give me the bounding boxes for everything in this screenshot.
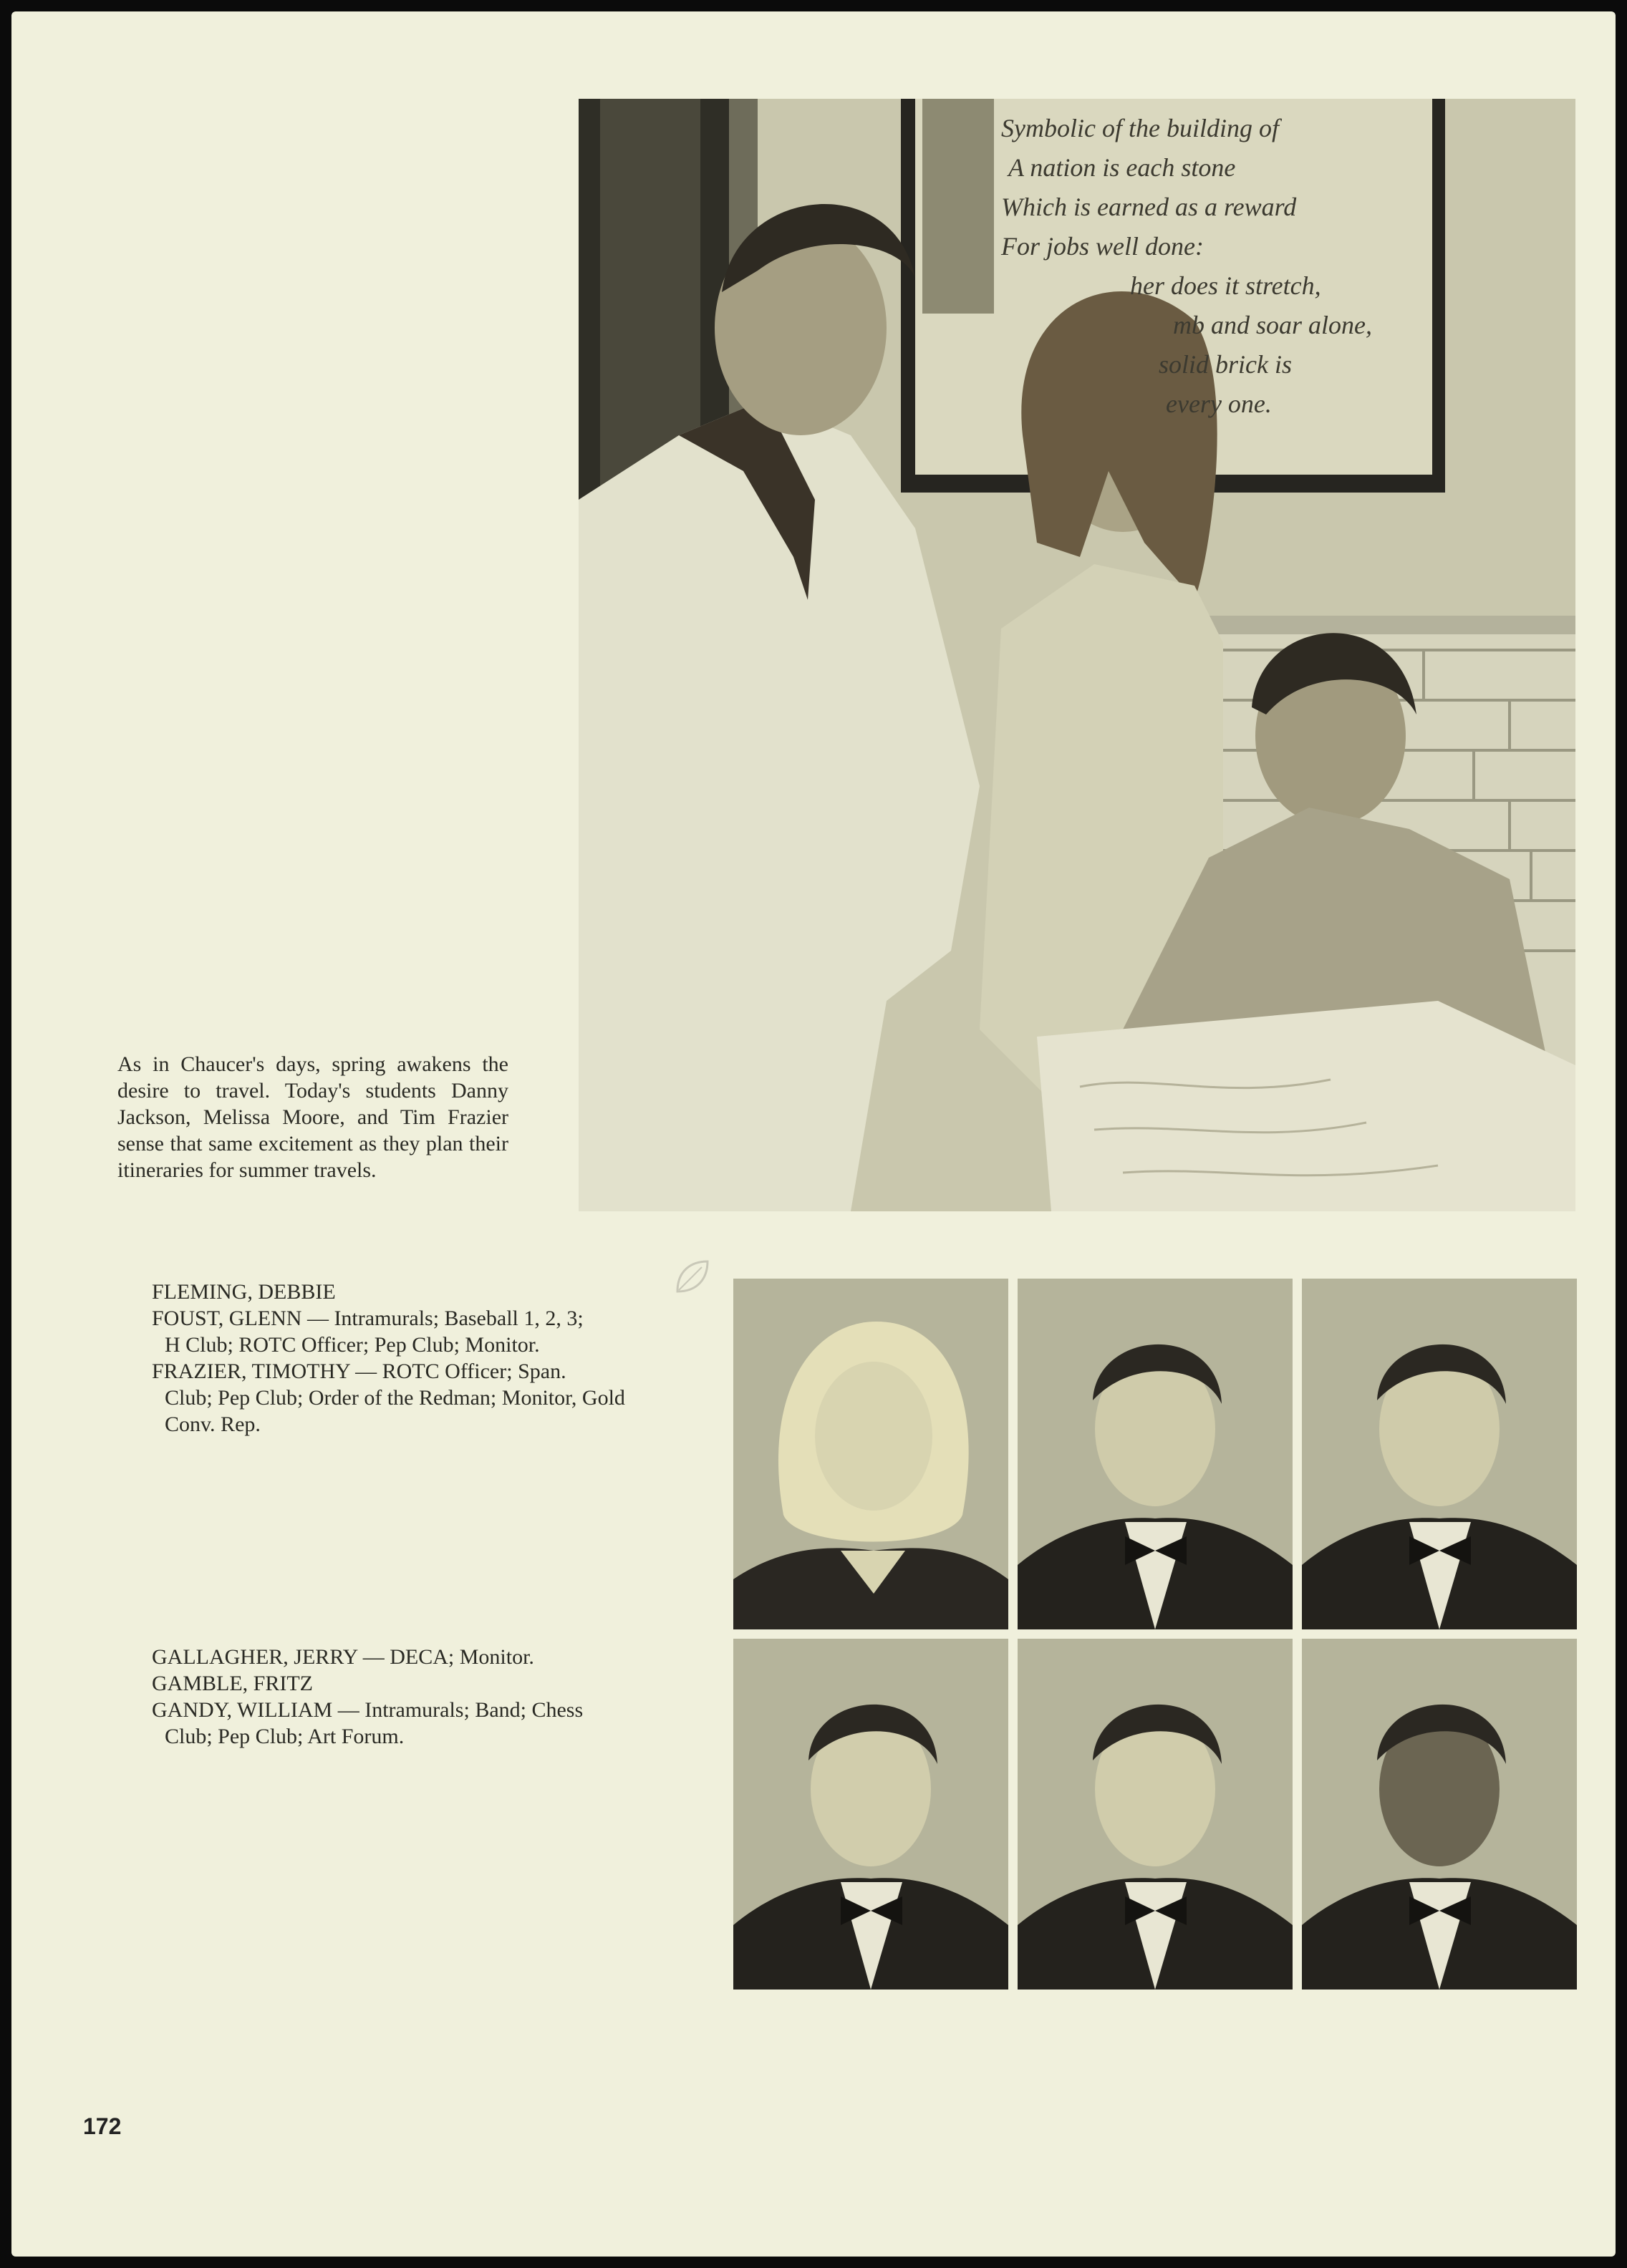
portrait-illustration (1302, 1639, 1577, 1990)
hero-photo (579, 99, 1575, 1211)
roster-entry-line: GALLAGHER, JERRY — DECA; Monitor. (152, 1645, 534, 1669)
roster-entry-continuation: Club; Pep Club; Order of the Redman; Monitor, Gold Conv. Rep. (165, 1386, 625, 1436)
roster-entry-continuation: Club; Pep Club; Art Forum. (165, 1725, 405, 1748)
roster-entry (152, 1644, 667, 1670)
sign-line: For jobs well done: (1001, 232, 1204, 261)
portrait-photo (1302, 1279, 1577, 1629)
sign-line: Which is earned as a reward (1001, 193, 1297, 221)
portrait-illustration (733, 1279, 1008, 1629)
roster-entry-line: GAMBLE, FRITZ (152, 1672, 313, 1695)
sign-line: mb and soar alone, (1173, 311, 1372, 339)
portrait-photo (1018, 1279, 1293, 1629)
portrait-illustration (1018, 1639, 1293, 1990)
portrait-grid (733, 1279, 1577, 1990)
roster-entry-line: FLEMING, DEBBIE (152, 1280, 336, 1304)
roster-group-2 (152, 1644, 667, 1750)
sign-line: her does it stretch, (1130, 271, 1321, 300)
portrait-illustration (733, 1639, 1008, 1990)
sign-line: solid brick is (1159, 350, 1292, 379)
roster-group-1 (152, 1279, 667, 1438)
sign-line: A nation is each stone (1008, 153, 1236, 182)
sign-text (1001, 109, 1431, 424)
hero-caption: As in Chaucer's days, spring awakens the desire to travel. Today's students Danny Jackson, Melissa Moore, and Tim Frazier sense that same excitement as they plan their itineraries for summer travels. (117, 1052, 508, 1182)
portrait-photo (733, 1639, 1008, 1990)
portrait-illustration (1302, 1279, 1577, 1629)
roster-entry-line: GANDY, WILLIAM — Intramurals; Band; Chess (152, 1698, 584, 1722)
roster-entry-continuation: H Club; ROTC Officer; Pep Club; Monitor. (165, 1333, 540, 1357)
sign-line: Symbolic of the building of (1001, 114, 1279, 142)
roster-entry-line: FOUST, GLENN — Intramurals; Baseball 1, 2, 3; (152, 1307, 584, 1330)
roster-entry (152, 1305, 667, 1358)
portrait-photo (733, 1279, 1008, 1629)
portrait-illustration (1018, 1279, 1293, 1629)
roster-entry (152, 1358, 667, 1438)
sign-line: every one. (1166, 389, 1272, 418)
map-papers (1037, 1001, 1575, 1211)
roster-entry (152, 1670, 667, 1697)
page-number: 172 (83, 2113, 122, 2139)
portrait-photo (1302, 1639, 1577, 1990)
portrait-photo (1018, 1639, 1293, 1990)
roster-entry (152, 1697, 667, 1750)
roster-entry (152, 1279, 667, 1305)
roster-entry-line: FRAZIER, TIMOTHY — ROTC Officer; Span. (152, 1360, 566, 1383)
leaf-mark-icon (670, 1256, 713, 1299)
yearbook-page (11, 11, 1616, 2257)
